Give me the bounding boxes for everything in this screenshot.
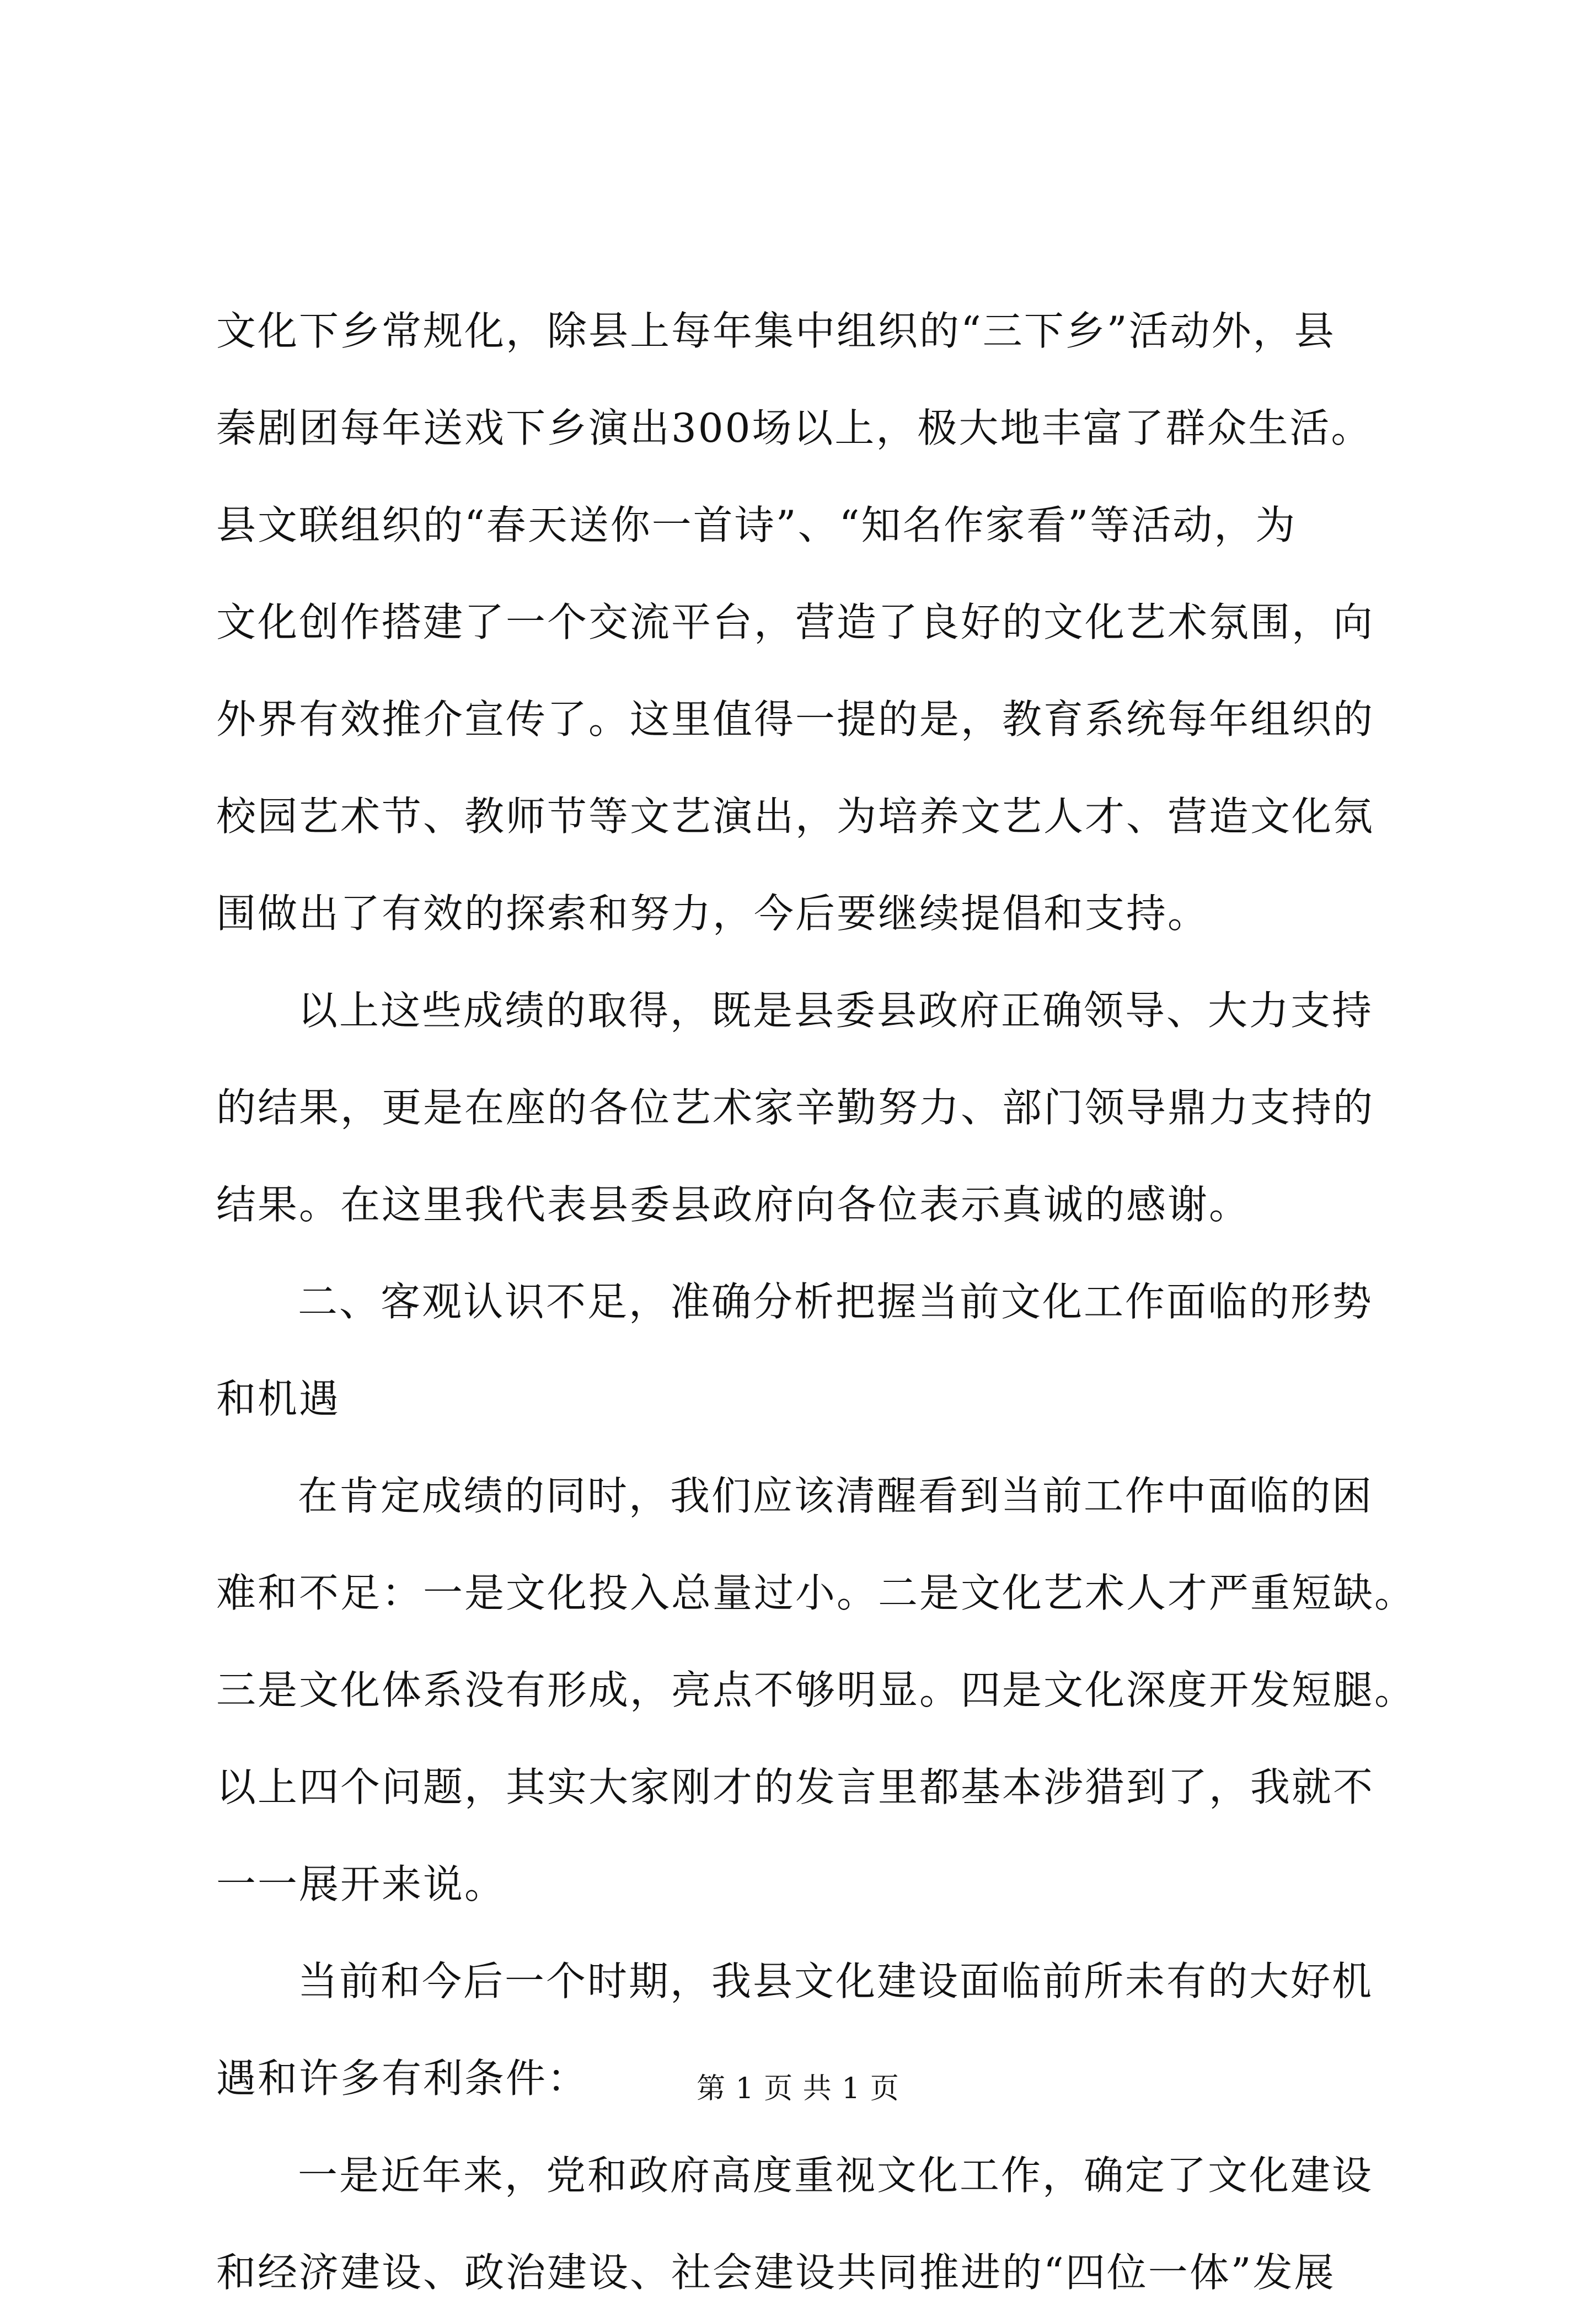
text-line: 文化下乡常规化，除县上每年集中组织的“三下乡”活动外，县 (216, 308, 1336, 354)
text-line: 一一展开来说。 (216, 1861, 506, 1907)
text-line: 难和不足：一是文化投入总量过小。二是文化艺术人才严重短缺。 (216, 1570, 1416, 1616)
paragraph-first-line: 一是近年来，党和政府高度重视文化工作，确定了文化建设 (298, 2152, 1374, 2199)
document-body (216, 282, 1416, 2321)
text-line: 县文联组织的“春天送你一首诗”、“知名作家看”等活动，为 (216, 502, 1297, 548)
paragraph-first-line: 以上这些成绩的取得，既是县委县政府正确领导、大力支持 (298, 987, 1374, 1034)
text-line: 校园艺术节、教师节等文艺演出，为培养文艺人才、营造文化氛 (216, 793, 1375, 839)
text-line: 遇和许多有利条件： (216, 2055, 589, 2101)
text-line: 秦剧团每年送戏下乡演出300场以上，极大地丰富了群众生活。 (216, 405, 1373, 451)
paragraph-first-line: 在肯定成绩的同时，我们应该清醒看到当前工作中面临的困 (298, 1473, 1374, 1519)
section-heading-continued: 和机遇 (216, 1376, 341, 1422)
section-heading: 二、客观认识不足，准确分析把握当前文化工作面临的形势 (298, 1279, 1374, 1325)
text-line: 三是文化体系没有形成，亮点不够明显。四是文化深度开发短腿。 (216, 1667, 1416, 1713)
text-line: 的结果，更是在座的各位艺术家辛勤努力、部门领导鼎力支持的 (216, 1084, 1375, 1131)
text-line: 围做出了有效的探索和努力，今后要继续提倡和支持。 (216, 890, 1209, 937)
text-line: 外界有效推介宣传了。这里值得一提的是，教育系统每年组织的 (216, 696, 1375, 742)
text-line: 文化创作搭建了一个交流平台，营造了良好的文化艺术氛围，向 (216, 599, 1375, 645)
page-number-footer: 第 1 页 共 1 页 (697, 2072, 899, 2105)
text-line: 以上四个问题，其实大家刚才的发言里都基本涉猎到了，我就不 (216, 1764, 1375, 1810)
text-line: 和经济建设、政治建设、社会建设共同推进的“四位一体”发展 (216, 2249, 1336, 2296)
paragraph-first-line: 当前和今后一个时期，我县文化建设面临前所未有的大好机 (298, 1958, 1374, 2004)
text-line: 结果。在这里我代表县委县政府向各位表示真诚的感谢。 (216, 1181, 1251, 1228)
